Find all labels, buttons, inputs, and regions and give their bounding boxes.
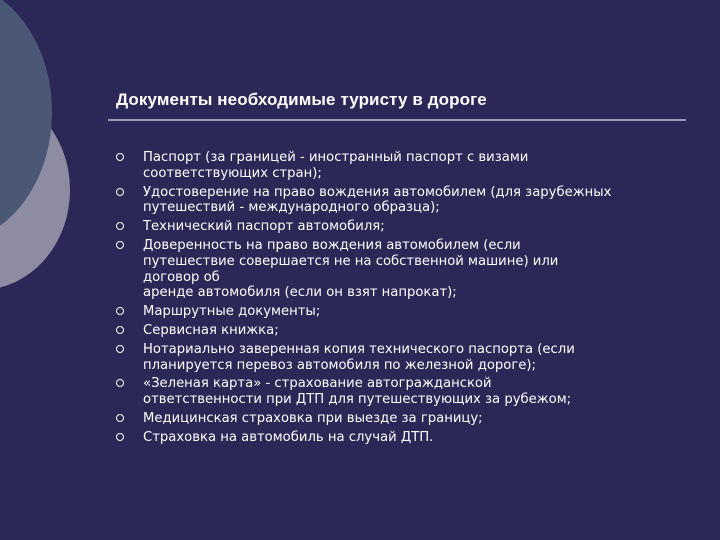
list-item-text: Сервисная книжка; xyxy=(143,322,279,338)
list-item xyxy=(116,411,696,427)
circle-bullet-icon xyxy=(116,153,124,161)
list-item-text: «Зеленая карта» - страхование автогражданской ответственности при ДТП для путешествующих за рубежом; xyxy=(143,376,572,408)
list-item xyxy=(116,342,696,374)
list-item xyxy=(116,430,696,446)
list-item-text: Технический паспорт автомобиля; xyxy=(143,219,385,235)
slide-title: Документы необходимые туристу в дороге xyxy=(116,90,487,109)
circle-bullet-icon xyxy=(116,188,124,196)
circle-bullet-icon xyxy=(116,307,124,315)
list-item xyxy=(116,304,696,320)
list-item-text: Доверенность на право вождения автомобилем (если путешествие совершается не на собственной машине) или договор об аренде автомобиля (если он взят напрокат); xyxy=(143,237,559,301)
circle-bullet-icon xyxy=(116,414,124,422)
list-item xyxy=(116,219,696,235)
list-item xyxy=(116,323,696,339)
list-item-text: Нотариально заверенная копия технического паспорта (если планируется перевоз автомобиля по железной дороге); xyxy=(143,341,575,373)
circle-bullet-icon xyxy=(116,433,124,441)
circle-bullet-icon xyxy=(116,345,124,353)
list-item xyxy=(116,150,696,182)
list-item-text: Паспорт (за границей - иностранный паспорт с визами соответствующих стран); xyxy=(143,150,529,181)
title-divider xyxy=(108,119,686,121)
list-item-text: Медицинская страховка при выезде за границу; xyxy=(143,410,483,426)
document-list xyxy=(116,150,696,449)
list-item-text: Страховка на автомобиль на случай ДТП. xyxy=(143,429,434,445)
circle-bullet-icon xyxy=(116,222,124,230)
circle-bullet-icon xyxy=(116,241,124,249)
list-item-text: Маршрутные документы; xyxy=(143,304,321,320)
list-item xyxy=(116,238,696,301)
list-item xyxy=(116,185,696,217)
list-item xyxy=(116,376,696,408)
circle-bullet-icon xyxy=(116,326,124,334)
list-item-text: Удостоверение на право вождения автомобилем (для зарубежных путешествий - международного образца); xyxy=(143,184,612,216)
circle-bullet-icon xyxy=(116,379,124,387)
